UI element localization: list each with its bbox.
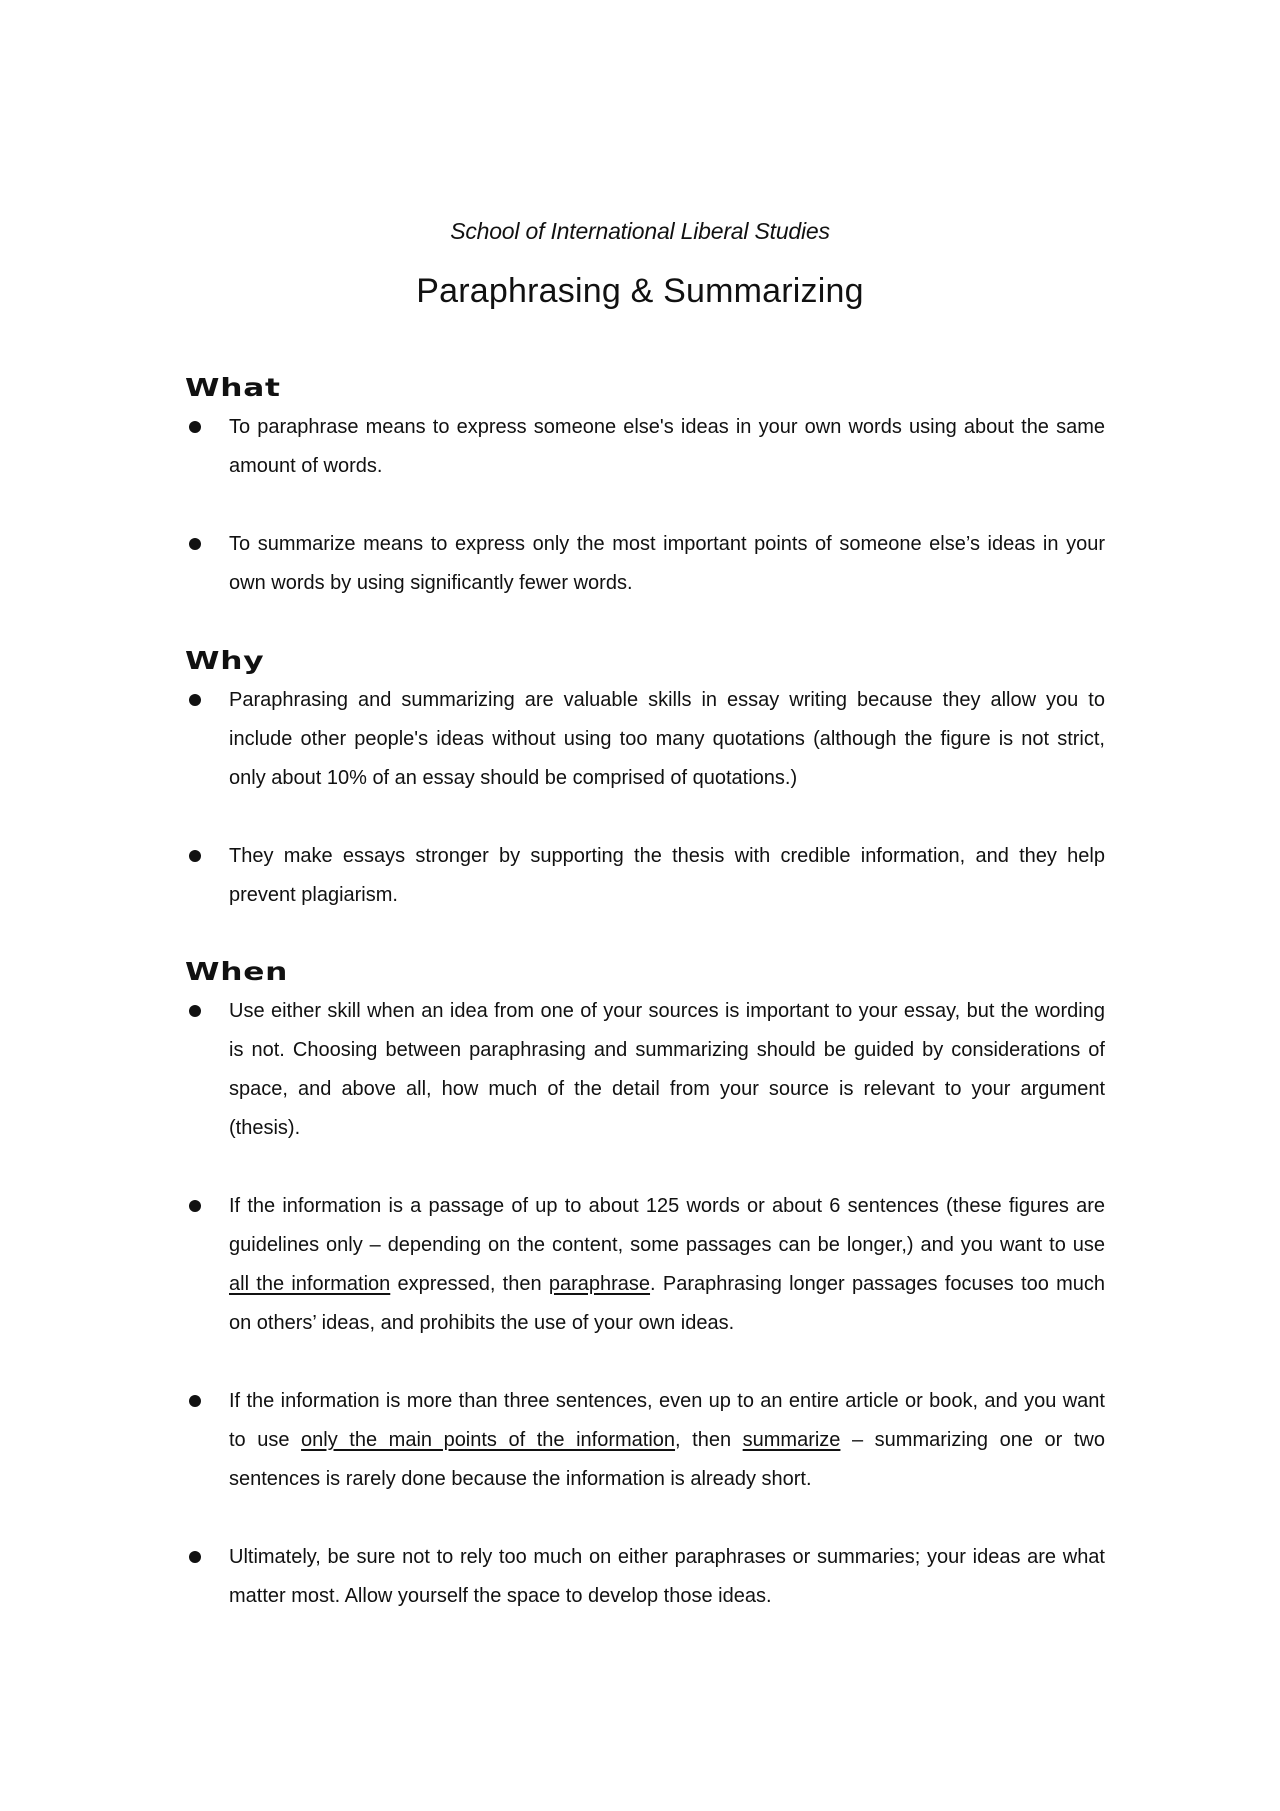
list-item (185, 1538, 1105, 1616)
text-run: expressed, then (390, 1273, 549, 1295)
list-item (185, 992, 1105, 1148)
list-item-text (229, 1382, 1105, 1499)
list-item (185, 837, 1105, 915)
bullet-icon (189, 538, 201, 550)
list-item (185, 525, 1105, 603)
text-run: . Paraphrasing longer passages focuses too much on others’ ideas, and prohibits the use of your own ideas. (229, 1273, 1105, 1334)
bullet-icon (189, 1395, 201, 1407)
bullet-icon (189, 1551, 201, 1563)
list-item-text: To paraphrase means to express someone else's ideas in your own words using about the same amount of words. (229, 416, 1105, 477)
page-title: Paraphrasing & Summarizing (416, 272, 864, 310)
bullet-icon (189, 850, 201, 862)
underlined-phrase: paraphrase (548, 1273, 651, 1295)
text-run: If the information is a passage of up to about 125 words or about 6 sentences (these figures are guidelines only – depending on the content, some passages can be longer,) and you want to use (229, 1195, 1105, 1256)
list-item (185, 408, 1105, 486)
underlined-phrase: only the main points of the information (301, 1429, 676, 1451)
list-item-text (229, 1187, 1105, 1343)
list-item-text: To summarize means to express only the most important points of someone else’s ideas in your own words by using significantly fewer words. (229, 533, 1105, 594)
list-item (185, 1382, 1105, 1499)
section-heading-why: Why (185, 646, 265, 675)
text-run: – summarizing one or two sentences is rarely done because the information is already short. (229, 1429, 1105, 1490)
list-item (185, 681, 1105, 798)
list-item-text: Ultimately, be sure not to rely too much on either paraphrases or summaries; your ideas are what matter most. Allow yourself the space to develop those ideas. (229, 1546, 1105, 1607)
list-item-text: They make essays stronger by supporting the thesis with credible information, and they help prevent plagiarism. (229, 845, 1105, 906)
list-item-text: Use either skill when an idea from one of your sources is important to your essay, but the wording is not. Choosing between paraphrasing and summarizing should be guided by considerations of space, and above all, how much of the detail from your source is relevant to your argument (thesis). (229, 1000, 1105, 1139)
text-run: If the information is more than three sentences, even up to an entire article or book, and you want to use (229, 1390, 1105, 1451)
section-heading-what: What (185, 373, 281, 402)
section-heading-when: When (185, 957, 289, 986)
bullet-icon (189, 694, 201, 706)
underlined-phrase: all the information (229, 1273, 391, 1295)
text-run: , then (675, 1429, 743, 1451)
underlined-phrase: summarize (742, 1429, 841, 1451)
list-item-text: Paraphrasing and summarizing are valuable skills in essay writing because they allow you to include other people's ideas without using too many quotations (although the figure is not strict, only about 10% of an essay should be comprised of quotations.) (229, 689, 1105, 789)
school-name: School of International Liberal Studies (450, 218, 830, 244)
bullet-icon (189, 1200, 201, 1212)
list-item (185, 1187, 1105, 1343)
bullet-icon (189, 1005, 201, 1017)
bullet-icon (189, 421, 201, 433)
